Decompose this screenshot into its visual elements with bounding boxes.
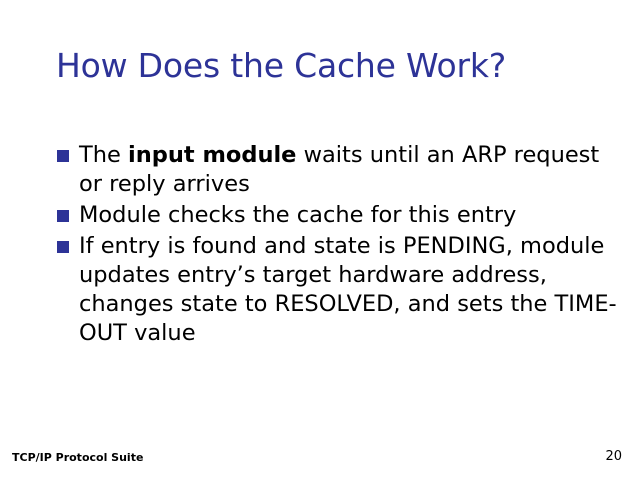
page-number: 20: [605, 449, 622, 464]
bullet-list: [57, 141, 627, 350]
square-bullet-icon: [57, 241, 69, 253]
bullet-text-before: The: [79, 142, 128, 168]
bullet-text-after: waits until an ARP request or reply arrives: [79, 142, 600, 197]
bullet-item-pending-entry: [57, 232, 627, 348]
slide-title: How Does the Cache Work?: [56, 46, 507, 85]
bullet-item-cache-check: [57, 201, 627, 230]
square-bullet-icon: [57, 150, 69, 162]
square-bullet-icon: [57, 210, 69, 222]
bullet-text: Module checks the cache for this entry: [79, 202, 517, 228]
bullet-item-input-module: [57, 141, 627, 199]
bullet-text: If entry is found and state is PENDING, module updates entry’s target hardware address, changes state to RESOLVED, and sets the TIME-OUT value: [79, 233, 617, 346]
bullet-bold-text: input module: [128, 142, 297, 168]
slide-footer: TCP/IP Protocol Suite: [12, 451, 144, 464]
